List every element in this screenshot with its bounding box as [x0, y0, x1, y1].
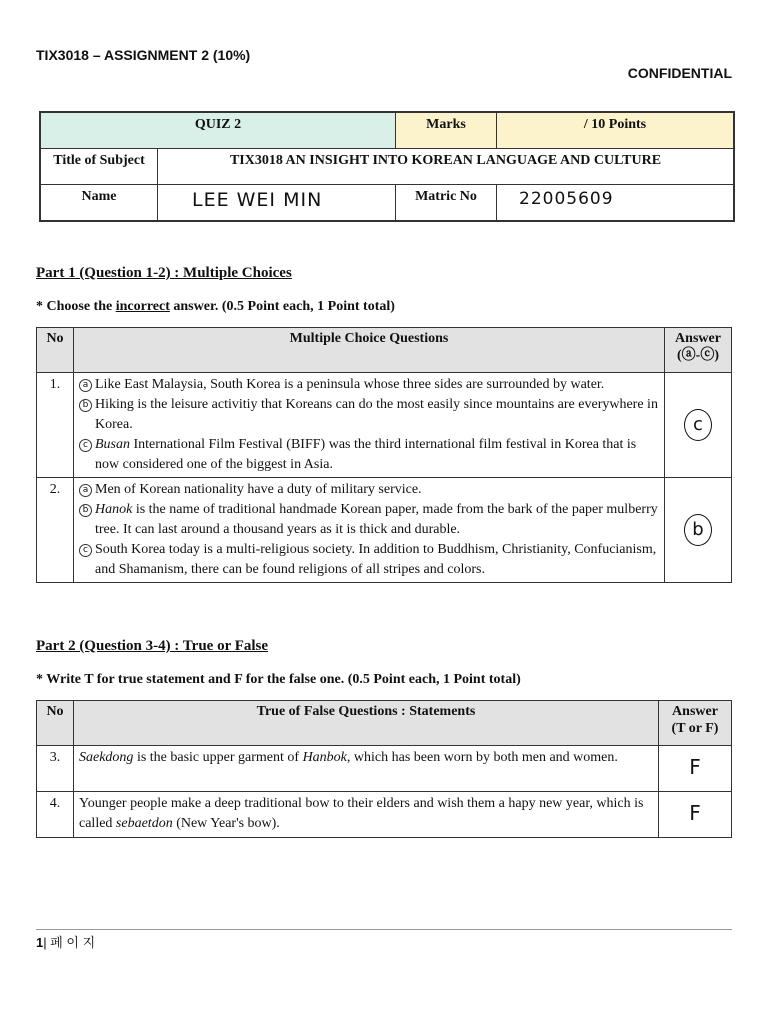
statement-italic: Saekdong — [79, 750, 134, 765]
col-answer — [659, 701, 732, 746]
option-b — [79, 500, 659, 540]
option-marker: b — [79, 504, 92, 517]
page-label: | 페 이 지 — [43, 935, 96, 950]
instruction-keyword: incorrect — [115, 299, 170, 314]
question-no: 4. — [37, 792, 74, 838]
option-c — [79, 435, 659, 475]
confidential-label: CONFIDENTIAL — [627, 65, 732, 81]
table-row — [37, 478, 732, 583]
option-text: South Korea today is a multi-religious society. In addition to Buddhism, Christianity, Confucianism, and Shamanism, there can be found religions of all stripes and colors. — [95, 542, 657, 577]
handwritten-answer: F — [689, 754, 701, 779]
option-a — [79, 375, 659, 395]
table-row — [37, 746, 732, 792]
option-text: Like East Malaysia, South Korea is a peninsula whose three sides are surrounded by water. — [95, 377, 605, 392]
question-cell — [74, 478, 665, 583]
part2-instruction: * Write T for true statement and F for the false one. (0.5 Point each, 1 Point total) — [36, 672, 521, 687]
assignment-header: TIX3018 – ASSIGNMENT 2 (10%) — [36, 47, 251, 63]
col-no: No — [37, 701, 74, 746]
name-value: LEE WEI MIN — [158, 185, 396, 222]
option-marker: c — [79, 544, 92, 557]
statement-text: (New Year's bow). — [172, 816, 280, 831]
option-text: Hiking is the leisure activitiy that Koreans can do the most easily since mountains are everywhere in Korea. — [95, 397, 658, 432]
subject-value: TIX3018 AN INSIGHT INTO KOREAN LANGUAGE AND CULTURE — [158, 149, 735, 185]
part2-title: Part 2 (Question 3-4) : True or False — [36, 638, 269, 654]
option-a — [79, 480, 659, 500]
answer-cell — [665, 373, 732, 478]
question-no: 2. — [37, 478, 74, 583]
quiz-label: QUIZ 2 — [40, 112, 396, 149]
col-question: Multiple Choice Questions — [74, 328, 665, 373]
option-marker: a — [79, 379, 92, 392]
answer-cell — [659, 746, 732, 792]
option-marker: c — [79, 439, 92, 452]
option-marker: a — [79, 484, 92, 497]
subject-label: Title of Subject — [40, 149, 158, 185]
part1-instruction — [36, 299, 395, 315]
table-row — [37, 792, 732, 838]
handwritten-answer: b — [684, 514, 712, 546]
true-false-table — [36, 700, 732, 838]
col-answer — [665, 328, 732, 373]
table-row — [37, 373, 732, 478]
question-no: 3. — [37, 746, 74, 792]
answer-cell — [659, 792, 732, 838]
option-marker: b — [79, 399, 92, 412]
statement-cell — [74, 746, 659, 792]
statement-cell — [74, 792, 659, 838]
quiz-info-table — [39, 111, 735, 222]
points-value: / 10 Points — [497, 112, 735, 149]
instruction-text: * Choose the — [36, 299, 116, 314]
handwritten-answer: c — [684, 409, 712, 441]
statement-text: , which has been worn by both men and women. — [346, 750, 618, 765]
statement-italic: Hanbok — [302, 750, 347, 765]
question-no: 1. — [37, 373, 74, 478]
col-answer-line1: Answer — [675, 331, 721, 346]
footer-divider — [36, 929, 732, 930]
matric-label: Matric No — [396, 185, 497, 222]
part1-title: Part 1 (Question 1-2) : Multiple Choices — [36, 265, 292, 281]
col-answer-line2: (T or F) — [671, 721, 719, 736]
option-b — [79, 395, 659, 435]
col-answer-line2: (ⓐ-ⓒ) — [677, 348, 719, 363]
statement-text: Younger people make a deep traditional bow to their elders and wish them a hapy new year, which is called — [79, 796, 644, 831]
option-c — [79, 540, 659, 580]
handwritten-answer: F — [689, 800, 701, 825]
answer-cell — [665, 478, 732, 583]
instruction-text: answer. (0.5 Point each, 1 Point total) — [169, 299, 395, 314]
col-statement: True of False Questions : Statements — [74, 701, 659, 746]
statement-text: is the basic upper garment of — [133, 750, 303, 765]
name-label: Name — [40, 185, 158, 222]
question-cell — [74, 373, 665, 478]
option-italic: Hanok — [95, 502, 133, 517]
option-text: Men of Korean nationality have a duty of military service. — [95, 482, 422, 497]
col-answer-line1: Answer — [672, 704, 718, 719]
marks-label: Marks — [396, 112, 497, 149]
matric-value: 22005609 — [497, 185, 735, 222]
option-text: International Film Festival (BIFF) was the third international film festival in Korea that is now considered one of the biggest in Asia. — [95, 437, 637, 472]
option-text: is the name of traditional handmade Korean paper, made from the bark of the paper mulberry tree. It can last around a thousand years as it is thick and durable. — [95, 502, 658, 537]
col-no: No — [37, 328, 74, 373]
page-footer — [36, 932, 95, 951]
option-italic: Busan — [95, 437, 130, 452]
multiple-choice-table — [36, 327, 732, 583]
statement-italic: sebaetdon — [115, 816, 173, 831]
page-number: 1 — [36, 935, 44, 950]
